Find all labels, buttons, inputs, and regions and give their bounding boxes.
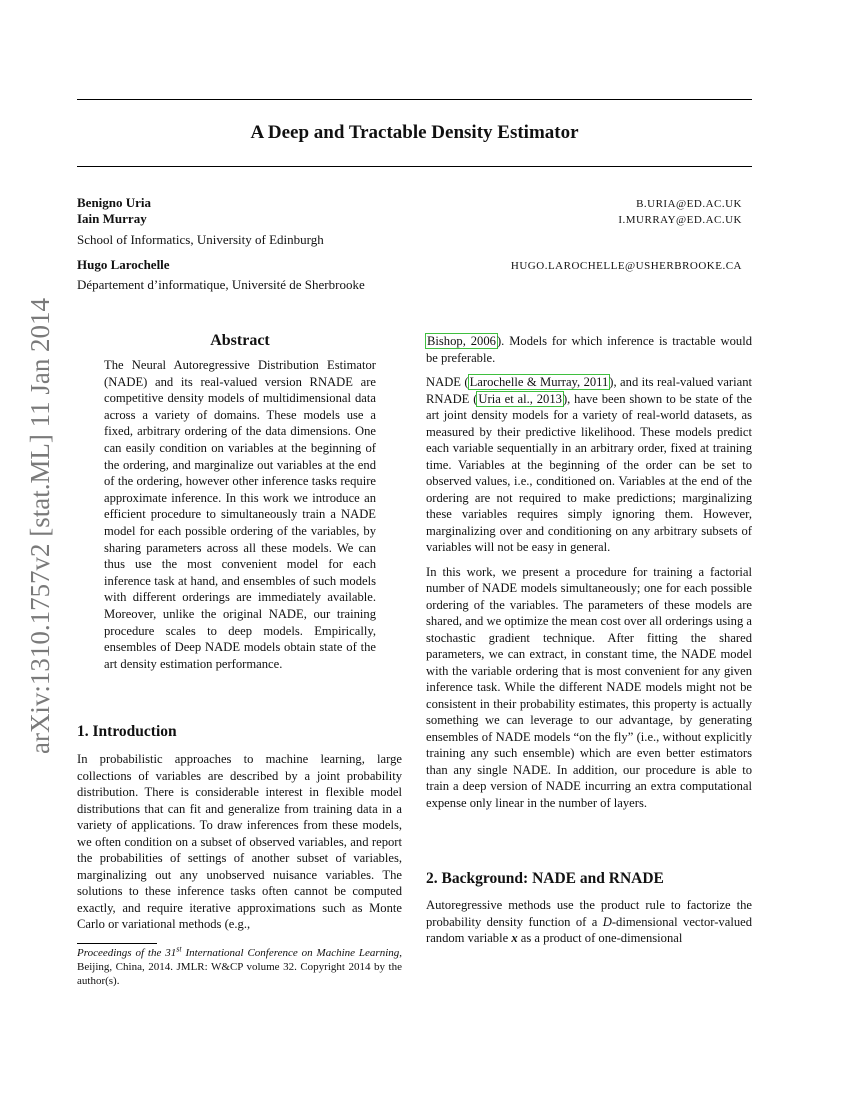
background-text-a: Autoregressive methods use the product rule to factorize the probability density function of a (426, 898, 752, 929)
footnote-conference: International Conference on Machine Learning (181, 947, 400, 959)
background-text (426, 897, 752, 947)
paragraph-nade-middle: ), and its real-valued variant RNADE ( (426, 375, 752, 406)
background-text-c: as a product of one-dimensional (517, 931, 683, 945)
author-name-larochelle: Hugo Larochelle (77, 257, 170, 272)
background-heading: 2. Background: NADE and RNADE (426, 870, 664, 887)
footnote-rule (77, 943, 157, 944)
arxiv-stamp (18, 296, 58, 756)
footnote (77, 946, 402, 988)
paragraph-nade (426, 374, 752, 556)
paragraph-tractable-rest: ). Models for which inference is tractable would be preferable. (426, 334, 752, 365)
paper-title: A Deep and Tractable Density Estimator (250, 122, 579, 143)
author-email-uria[interactable]: B.URIA@ED.AC.UK (636, 198, 742, 210)
citation-link-uria[interactable]: Uria et al., 2013 (478, 391, 562, 406)
paragraph-this-work: In this work, we present a procedure for training a factorial number of NADE models simultaneously; one for each possible ordering of the variables. The parameters of these models are shared, and we optimize the mean cost over all orderings using a stochastic gradient technique. After fitting the shared parameters, we can extract, in constant time, the NADE model with the variable ordering that is most convenient for any given inference task. While the different NADE models might not be consistent in their probability estimates, this property is actually something we can leverage to our advantage, by generating ensembles of NADE models “on the fly” (i.e., without explicitly training any such ensemble) which are even better estimators than any single NADE. In addition, our procedure is able to train a deep version of NADE incurring an extra computational expense only linear in the number of layers. (426, 564, 752, 810)
title-rule-bottom (77, 166, 752, 167)
footnote-sup: st (176, 944, 182, 954)
math-symbol-x: x (511, 931, 518, 945)
author-name-murray: Iain Murray (77, 211, 147, 226)
background-text-b: -dimensional vector-valued random variable (426, 914, 752, 945)
introduction-text: In probabilistic approaches to machine learning, large collections of variables are described by a joint probability distribution. There is considerable interest in flexible model distributions that can fit and generalize from training data in a variety of applications. To draw inferences from these models, we often condition on a subset of observed variables, and report the probabilities of settings of another subset of variables, marginalizing out any unobserved nuisance variables. The solutions to these inference tasks often cannot be computed exactly, and require iterative approximations such as Monte Carlo or variational methods (e.g., (77, 752, 402, 931)
paragraph-nade-start: NADE ( (426, 375, 469, 389)
abstract-heading: Abstract (210, 332, 270, 349)
math-symbol-d: D (602, 914, 612, 929)
author-name-uria: Benigno Uria (77, 195, 152, 210)
affiliation-sherbrooke: Département d’informatique, Université de Sherbrooke (77, 277, 365, 292)
footnote-proceedings: Proceedings of the 31 (77, 947, 177, 959)
right-column-text (426, 333, 752, 819)
author-email-larochelle[interactable]: HUGO.LAROCHELLE@USHERBROOKE.CA (510, 260, 742, 272)
introduction-heading: 1. Introduction (77, 723, 177, 740)
title-rule-top (77, 99, 752, 100)
paragraph-tractable (426, 333, 752, 366)
author-email-murray[interactable]: I.MURRAY@ED.AC.UK (618, 214, 742, 226)
citation-link-larochelle[interactable]: Larochelle & Murray, 2011 (469, 375, 609, 389)
citation-link-bishop[interactable]: Bishop, 2006 (427, 334, 496, 348)
paragraph-nade-end: ), have been shown to be state of the art joint density models for a variety of real-world datasets, as measured by their predictive likelihood. These models predict each variable sequentially in an arbitrary order, fixed at training time. Variables at the beginning of the order can be set to observed values, i.e., conditioned on. Variables at the end of the ordering are not required to make predictions; marginalizing these variables requires simply ignoring them. However, marginalizing over and conditioning on any arbitrary subsets of variables will not be easy in general. (426, 391, 752, 554)
affiliation-edinburgh: School of Informatics, University of Edinburgh (77, 232, 324, 247)
footnote-details: , Beijing, China, 2014. JMLR: W&CP volume 32. Copyright 2014 by the author(s). (77, 947, 402, 987)
arxiv-stamp-text: arXiv:1310.1757v2 [stat.ML] 11 Jan 2014 (25, 297, 55, 754)
abstract-text: The Neural Autoregressive Distribution Estimator (NADE) and its real-valued version RNADE are competitive density models of multidimensional data across a variety of domains. These models use a fixed, arbitrary ordering of the data dimensions. One can easily condition on variables at the beginning of the ordering, and marginalize out variables at the end of the ordering, however other inference tasks require approximate inference. In this work we introduce an efficient procedure to simultaneously train a NADE model for each possible ordering of the variables, by sharing parameters across all these models. We can thus use the most convenient model for each inference task at hand, and ensembles of such models with different orderings are immediately available. Moreover, unlike the original NADE, our training procedure scales to deep models. Empirically, ensembles of Deep NADE models obtain state of the art density estimation performance. (104, 358, 376, 671)
